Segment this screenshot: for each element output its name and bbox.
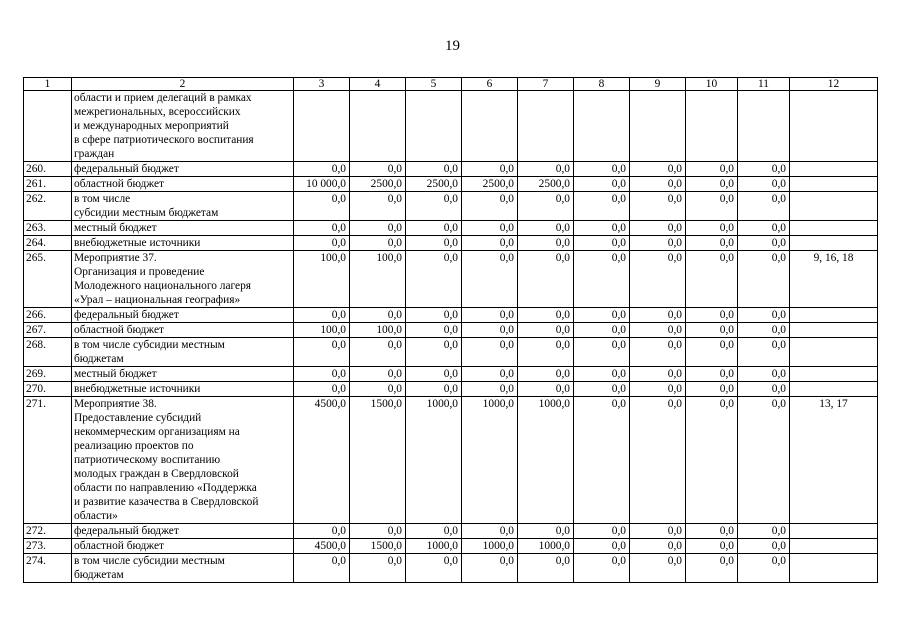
value-cell: 100,0: [350, 251, 406, 308]
value-cell: 0,0: [686, 367, 738, 382]
value-cell: 0,0: [518, 221, 574, 236]
value-cell: 0,0: [294, 524, 350, 539]
value-cell: 0,0: [574, 554, 630, 583]
value-cell: 0,0: [294, 367, 350, 382]
value-cell: 0,0: [686, 382, 738, 397]
value-cell: 0,0: [462, 338, 518, 367]
value-cell: 1000,0: [406, 397, 462, 524]
value-cell: 0,0: [574, 162, 630, 177]
table-row: [24, 524, 878, 539]
value-cell: 0,0: [462, 236, 518, 251]
value-cell: [294, 91, 350, 162]
header-cell: 5: [406, 78, 462, 91]
value-cell: 0,0: [574, 308, 630, 323]
value-cell: 0,0: [406, 323, 462, 338]
header-cell: 7: [518, 78, 574, 91]
row-number: 260.: [24, 162, 72, 177]
value-cell: 0,0: [738, 251, 790, 308]
value-cell: 0,0: [686, 221, 738, 236]
page-number: 19: [445, 38, 460, 54]
value-cell: 0,0: [518, 251, 574, 308]
row-number: 264.: [24, 236, 72, 251]
header-cell: 3: [294, 78, 350, 91]
value-cell: 0,0: [294, 221, 350, 236]
value-cell: 0,0: [686, 162, 738, 177]
value-cell: [630, 91, 686, 162]
value-cell: 0,0: [518, 367, 574, 382]
table-row: [24, 367, 878, 382]
target-reference: [790, 323, 878, 338]
value-cell: 0,0: [406, 367, 462, 382]
target-reference: [790, 539, 878, 554]
row-number: 269.: [24, 367, 72, 382]
value-cell: 0,0: [574, 539, 630, 554]
value-cell: 0,0: [350, 367, 406, 382]
header-cell: 11: [738, 78, 790, 91]
value-cell: 0,0: [630, 397, 686, 524]
value-cell: 0,0: [630, 382, 686, 397]
row-description: области и прием делегаций в рамках межрегиональных, всероссийских и международных мероприятий в сфере патриотического воспитания граждан: [72, 91, 294, 162]
value-cell: 0,0: [518, 308, 574, 323]
value-cell: 100,0: [294, 323, 350, 338]
value-cell: 0,0: [686, 192, 738, 221]
value-cell: 0,0: [462, 382, 518, 397]
value-cell: 0,0: [406, 338, 462, 367]
value-cell: 0,0: [518, 524, 574, 539]
row-number: [24, 91, 72, 162]
value-cell: 0,0: [350, 554, 406, 583]
value-cell: 0,0: [518, 323, 574, 338]
value-cell: 0,0: [738, 397, 790, 524]
value-cell: 10 000,0: [294, 177, 350, 192]
target-reference: [790, 162, 878, 177]
value-cell: 0,0: [738, 221, 790, 236]
value-cell: 0,0: [630, 162, 686, 177]
value-cell: 2500,0: [406, 177, 462, 192]
value-cell: 0,0: [462, 323, 518, 338]
value-cell: [518, 91, 574, 162]
header-cell: 4: [350, 78, 406, 91]
value-cell: 0,0: [574, 192, 630, 221]
budget-table: [23, 77, 878, 583]
value-cell: 0,0: [630, 221, 686, 236]
value-cell: 1500,0: [350, 539, 406, 554]
row-description: местный бюджет: [72, 367, 294, 382]
value-cell: 0,0: [406, 236, 462, 251]
table-row: [24, 554, 878, 583]
target-reference: [790, 236, 878, 251]
value-cell: [738, 91, 790, 162]
target-reference: [790, 177, 878, 192]
value-cell: 0,0: [686, 236, 738, 251]
row-description: Мероприятие 38. Предоставление субсидий некоммерческим организациям на реализацию проектов по патриотическому воспитанию молодых граждан в Свердловской области по направлению «Поддержка и развитие казачества в Свердловской области»: [72, 397, 294, 524]
value-cell: 0,0: [574, 251, 630, 308]
value-cell: 0,0: [462, 524, 518, 539]
target-reference: [790, 308, 878, 323]
row-number: 272.: [24, 524, 72, 539]
value-cell: 0,0: [294, 236, 350, 251]
value-cell: 0,0: [574, 382, 630, 397]
row-description: в том числе субсидии местным бюджетам: [72, 554, 294, 583]
target-reference: 9, 16, 18: [790, 251, 878, 308]
value-cell: 0,0: [574, 397, 630, 524]
target-reference: [790, 367, 878, 382]
value-cell: 0,0: [350, 308, 406, 323]
value-cell: 0,0: [294, 308, 350, 323]
value-cell: 0,0: [686, 177, 738, 192]
value-cell: 0,0: [406, 382, 462, 397]
value-cell: [462, 91, 518, 162]
table-body: [24, 91, 878, 583]
value-cell: 0,0: [462, 308, 518, 323]
row-description: областной бюджет: [72, 323, 294, 338]
value-cell: 0,0: [518, 554, 574, 583]
value-cell: 0,0: [518, 338, 574, 367]
target-reference: [790, 338, 878, 367]
row-number: 265.: [24, 251, 72, 308]
value-cell: 0,0: [518, 192, 574, 221]
target-reference: [790, 221, 878, 236]
value-cell: 0,0: [738, 308, 790, 323]
table-row: [24, 91, 878, 162]
value-cell: 0,0: [574, 524, 630, 539]
value-cell: 0,0: [518, 382, 574, 397]
target-reference: 13, 17: [790, 397, 878, 524]
header-cell: 6: [462, 78, 518, 91]
value-cell: 0,0: [462, 251, 518, 308]
value-cell: 0,0: [350, 524, 406, 539]
value-cell: 0,0: [686, 554, 738, 583]
value-cell: 0,0: [294, 162, 350, 177]
value-cell: 1000,0: [406, 539, 462, 554]
value-cell: 0,0: [630, 308, 686, 323]
header-cell: 12: [790, 78, 878, 91]
value-cell: 0,0: [406, 162, 462, 177]
value-cell: 0,0: [630, 524, 686, 539]
value-cell: 0,0: [738, 382, 790, 397]
target-reference: [790, 91, 878, 162]
value-cell: 0,0: [350, 236, 406, 251]
row-number: 266.: [24, 308, 72, 323]
value-cell: 0,0: [630, 192, 686, 221]
table-row: [24, 192, 878, 221]
value-cell: 0,0: [686, 338, 738, 367]
value-cell: 0,0: [630, 251, 686, 308]
header-cell: 1: [24, 78, 72, 91]
table-row: [24, 397, 878, 524]
value-cell: 1500,0: [350, 397, 406, 524]
header-cell: 9: [630, 78, 686, 91]
row-description: в том числе субсидии местным бюджетам: [72, 338, 294, 367]
value-cell: 0,0: [738, 192, 790, 221]
value-cell: 0,0: [294, 192, 350, 221]
value-cell: 0,0: [738, 162, 790, 177]
target-reference: [790, 382, 878, 397]
table-row: [24, 251, 878, 308]
value-cell: 0,0: [630, 323, 686, 338]
value-cell: 0,0: [406, 221, 462, 236]
value-cell: 0,0: [686, 251, 738, 308]
value-cell: 0,0: [738, 367, 790, 382]
target-reference: [790, 524, 878, 539]
header-cell: 2: [72, 78, 294, 91]
row-description: областной бюджет: [72, 177, 294, 192]
value-cell: [686, 91, 738, 162]
table-row: [24, 221, 878, 236]
value-cell: 0,0: [574, 177, 630, 192]
value-cell: 1000,0: [518, 397, 574, 524]
value-cell: 0,0: [350, 221, 406, 236]
value-cell: 100,0: [294, 251, 350, 308]
table-row: [24, 539, 878, 554]
value-cell: 0,0: [518, 236, 574, 251]
row-number: 262.: [24, 192, 72, 221]
value-cell: 0,0: [294, 338, 350, 367]
value-cell: [574, 91, 630, 162]
value-cell: 0,0: [350, 162, 406, 177]
row-description: Мероприятие 37. Организация и проведение Молодежного национального лагеря «Урал – национальная география»: [72, 251, 294, 308]
value-cell: 0,0: [406, 554, 462, 583]
value-cell: 0,0: [350, 192, 406, 221]
header-row: [24, 78, 878, 91]
value-cell: 0,0: [630, 236, 686, 251]
value-cell: 0,0: [518, 162, 574, 177]
value-cell: 0,0: [406, 192, 462, 221]
row-description: областной бюджет: [72, 539, 294, 554]
value-cell: 0,0: [738, 524, 790, 539]
row-number: 271.: [24, 397, 72, 524]
row-number: 263.: [24, 221, 72, 236]
value-cell: 0,0: [406, 251, 462, 308]
value-cell: 0,0: [686, 539, 738, 554]
table-row: [24, 236, 878, 251]
table-header: [24, 78, 878, 91]
value-cell: 0,0: [686, 323, 738, 338]
row-description: местный бюджет: [72, 221, 294, 236]
value-cell: 0,0: [630, 338, 686, 367]
value-cell: 1000,0: [462, 539, 518, 554]
value-cell: 4500,0: [294, 539, 350, 554]
value-cell: 0,0: [350, 338, 406, 367]
row-description: внебюджетные источники: [72, 382, 294, 397]
value-cell: 0,0: [630, 539, 686, 554]
value-cell: 0,0: [574, 236, 630, 251]
row-number: 268.: [24, 338, 72, 367]
row-number: 273.: [24, 539, 72, 554]
value-cell: 0,0: [630, 554, 686, 583]
table-row: [24, 338, 878, 367]
table-row: [24, 308, 878, 323]
table-row: [24, 323, 878, 338]
value-cell: 0,0: [574, 367, 630, 382]
row-description: федеральный бюджет: [72, 162, 294, 177]
value-cell: 0,0: [738, 539, 790, 554]
row-description: федеральный бюджет: [72, 524, 294, 539]
value-cell: 2500,0: [462, 177, 518, 192]
value-cell: 0,0: [294, 382, 350, 397]
row-description: федеральный бюджет: [72, 308, 294, 323]
table-row: [24, 162, 878, 177]
value-cell: 0,0: [686, 308, 738, 323]
row-number: 261.: [24, 177, 72, 192]
row-description: в том числе субсидии местным бюджетам: [72, 192, 294, 221]
value-cell: 0,0: [294, 554, 350, 583]
value-cell: 0,0: [686, 397, 738, 524]
value-cell: 0,0: [462, 221, 518, 236]
value-cell: 0,0: [574, 338, 630, 367]
row-number: 274.: [24, 554, 72, 583]
table-row: [24, 177, 878, 192]
value-cell: 1000,0: [462, 397, 518, 524]
value-cell: 0,0: [462, 192, 518, 221]
value-cell: 0,0: [350, 382, 406, 397]
value-cell: 0,0: [630, 367, 686, 382]
header-cell: 10: [686, 78, 738, 91]
row-description: внебюджетные источники: [72, 236, 294, 251]
target-reference: [790, 192, 878, 221]
value-cell: [350, 91, 406, 162]
value-cell: 0,0: [406, 308, 462, 323]
header-cell: 8: [574, 78, 630, 91]
value-cell: 0,0: [738, 177, 790, 192]
value-cell: 0,0: [406, 524, 462, 539]
value-cell: 0,0: [738, 236, 790, 251]
value-cell: 0,0: [462, 162, 518, 177]
value-cell: 100,0: [350, 323, 406, 338]
value-cell: 0,0: [738, 554, 790, 583]
value-cell: 4500,0: [294, 397, 350, 524]
value-cell: 0,0: [574, 221, 630, 236]
table-row: [24, 382, 878, 397]
value-cell: 0,0: [574, 323, 630, 338]
value-cell: 0,0: [738, 323, 790, 338]
value-cell: [406, 91, 462, 162]
value-cell: 0,0: [630, 177, 686, 192]
target-reference: [790, 554, 878, 583]
value-cell: 1000,0: [518, 539, 574, 554]
value-cell: 0,0: [462, 367, 518, 382]
value-cell: 0,0: [686, 524, 738, 539]
value-cell: 2500,0: [350, 177, 406, 192]
row-number: 267.: [24, 323, 72, 338]
value-cell: 0,0: [462, 554, 518, 583]
row-number: 270.: [24, 382, 72, 397]
value-cell: 0,0: [738, 338, 790, 367]
value-cell: 2500,0: [518, 177, 574, 192]
